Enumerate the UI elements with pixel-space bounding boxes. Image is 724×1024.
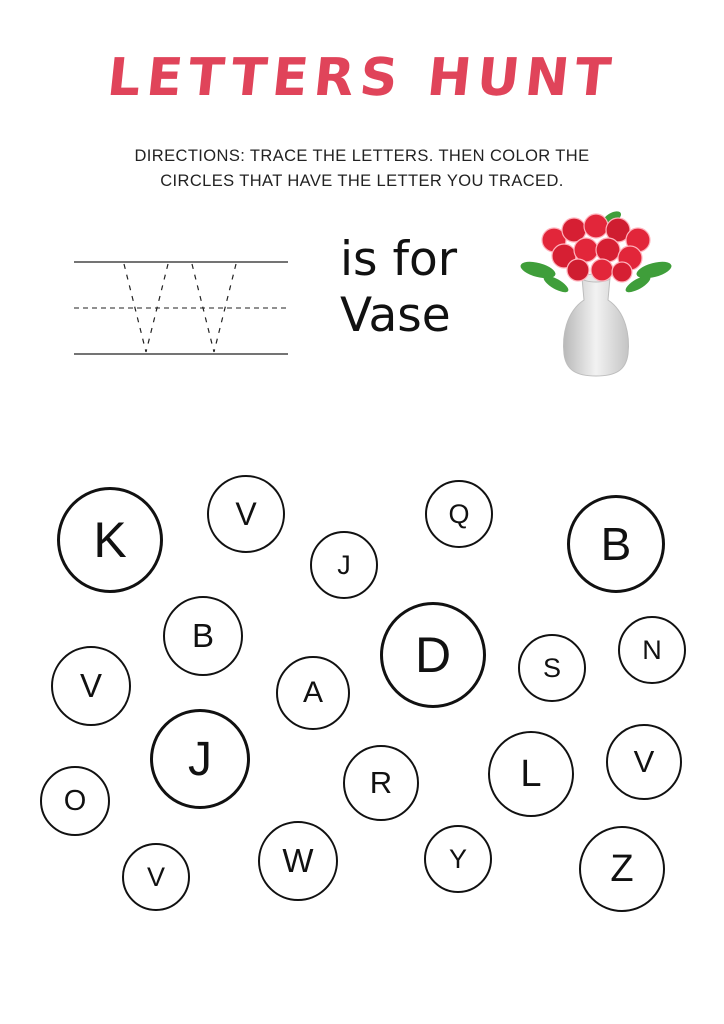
letter-circle[interactable] (51, 646, 131, 726)
letter-circle[interactable] (57, 487, 163, 593)
letter-circle[interactable] (618, 616, 686, 684)
circle-letter: O (63, 784, 87, 817)
circle-letter: Q (448, 498, 470, 529)
circle-letter: K (93, 512, 127, 568)
letter-circle[interactable] (606, 724, 682, 800)
letter-circle[interactable] (518, 634, 586, 702)
is-for-text: is for (340, 232, 458, 287)
vase-word: Vase (340, 288, 451, 343)
circle-letter: A (302, 676, 323, 709)
letter-circle[interactable] (163, 596, 243, 676)
circle-letter: Z (610, 847, 634, 890)
letter-circle[interactable] (425, 480, 493, 548)
circle-letter: S (542, 652, 561, 683)
circle-letter: B (191, 617, 214, 654)
circle-letter: V (235, 495, 257, 532)
circle-letter: N (642, 634, 662, 665)
letter-circle[interactable] (488, 731, 574, 817)
worksheet-title: LETTERS HUNT (104, 48, 620, 108)
circle-letter: Y (448, 843, 467, 874)
circle-letter: J (188, 732, 212, 786)
circle-letter: B (600, 518, 632, 570)
circle-letter: W (282, 842, 314, 879)
letter-circle[interactable] (276, 656, 350, 730)
letter-circle[interactable] (380, 602, 486, 708)
letter-circle[interactable] (343, 745, 419, 821)
circle-letter: R (369, 765, 393, 800)
circle-letter: V (79, 667, 102, 704)
circle-letter: V (633, 744, 655, 779)
letter-circle[interactable] (424, 825, 492, 893)
circle-letter: V (146, 861, 165, 892)
circle-letter: L (520, 752, 542, 795)
directions-line-2: CIRCLES THAT HAVE THE LETTER YOU TRACED. (160, 172, 564, 190)
letter-circle[interactable] (207, 475, 285, 553)
circle-letter: J (337, 549, 351, 580)
letter-circle[interactable] (150, 709, 250, 809)
directions-line-1: DIRECTIONS: TRACE THE LETTERS. THEN COLOR THE (134, 147, 590, 165)
letter-circle[interactable] (579, 826, 665, 912)
letter-circle[interactable] (40, 766, 110, 836)
letter-circle[interactable] (567, 495, 665, 593)
letter-circle[interactable] (122, 843, 190, 911)
letter-circle[interactable] (310, 531, 378, 599)
circle-letter: D (414, 627, 452, 683)
letter-circle[interactable] (258, 821, 338, 901)
